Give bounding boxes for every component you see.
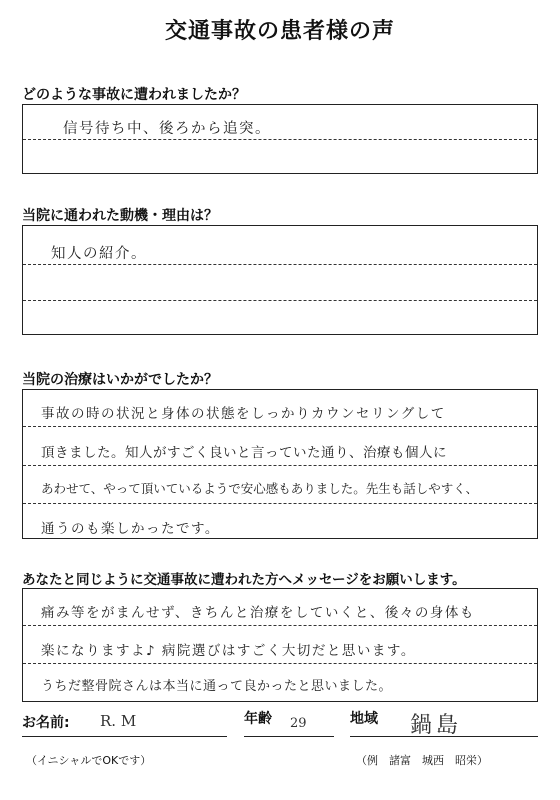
name-underline bbox=[22, 736, 227, 737]
ruled-line bbox=[23, 663, 537, 664]
ruled-line bbox=[23, 264, 537, 265]
name-label: お名前: bbox=[22, 715, 70, 731]
answer-box-1 bbox=[22, 104, 538, 174]
region-value: 鍋島 bbox=[410, 713, 463, 738]
age-value: 29 bbox=[290, 716, 307, 731]
name-value: R. M bbox=[100, 712, 137, 730]
answer-2-line-1: 知人の紹介。 bbox=[51, 246, 147, 262]
ruled-line bbox=[23, 300, 537, 301]
ruled-line bbox=[23, 139, 537, 140]
question-2-label: 当院に通われた動機・理由は？ bbox=[22, 208, 218, 224]
ruled-line bbox=[23, 426, 537, 427]
answer-box-4 bbox=[22, 588, 538, 702]
answer-4-line-3: うちだ整骨院さんは本当に通って良かったと思いました。 bbox=[41, 679, 393, 694]
answer-4-line-2: 楽になりますよ♪ 病院選びはすごく大切だと思います。 bbox=[41, 643, 416, 659]
answer-3-line-3: あわせて、やって頂いているようで安心感もありました。先生も話しやすく、 bbox=[41, 481, 479, 496]
answer-3-line-2: 頂きました。知人がすごく良いと言っていた通り、治療も個人に bbox=[41, 445, 447, 461]
ruled-line bbox=[23, 625, 537, 626]
age-label: 年齢 bbox=[244, 711, 272, 727]
question-3-label: 当院の治療はいかがでしたか？ bbox=[22, 372, 218, 388]
region-label: 地域 bbox=[350, 711, 378, 727]
answer-3-line-1: 事故の時の状況と身体の状態をしっかりカウンセリングして bbox=[41, 406, 446, 422]
ruled-line bbox=[23, 503, 537, 504]
ruled-line bbox=[23, 465, 537, 466]
question-1-label: どのような事故に遭われましたか？ bbox=[22, 87, 246, 103]
name-note: （イニシャルでOKです） bbox=[26, 754, 152, 767]
answer-4-line-1: 痛み等をがまんせず、きちんと治療をしていくと、後々の身体も bbox=[41, 605, 475, 621]
question-4-label: あなたと同じように交通事故に遭われた方へメッセージをお願いします。 bbox=[22, 572, 466, 588]
region-note: （例 諸富 城西 昭栄） bbox=[356, 754, 488, 767]
answer-box-2 bbox=[22, 225, 538, 335]
age-underline bbox=[244, 736, 334, 737]
page-title: 交通事故の患者様の声 bbox=[164, 19, 395, 44]
answer-box-3 bbox=[22, 389, 538, 539]
answer-3-line-4: 通うのも楽しかったです。 bbox=[41, 521, 220, 537]
answer-1-line-1: 信号待ち中、後ろから追突。 bbox=[63, 121, 271, 137]
region-underline bbox=[350, 736, 538, 737]
